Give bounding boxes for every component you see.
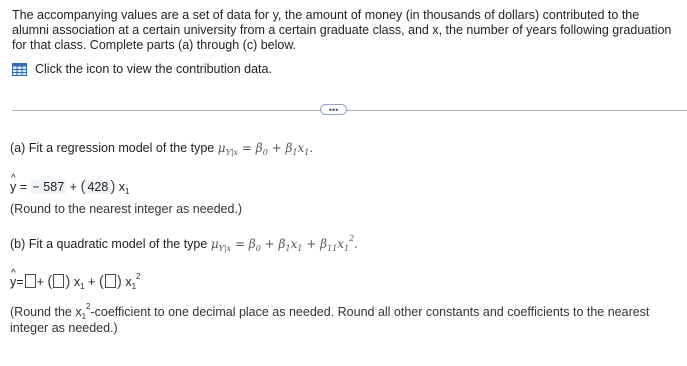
part-a-prompt: (a) Fit a regression model of the type $\mu_{Y|x} = \beta_0 + \beta_1x_1$. xyxy=(10,141,314,157)
x1-term: $x_1$ xyxy=(73,275,85,291)
part-b-note: (Round the $x_1^2$-coefficient to one decimal place as needed. Round all other constants and coefficients to the nearest xyxy=(10,302,650,321)
intercept-answer[interactable]: − 587 xyxy=(32,180,65,194)
part-b-answer: ^ y= + ( ) $x_1$ + ( ) $x_1^2$ xyxy=(10,272,140,291)
part-b-prompt: (b) Fit a quadratic model of the type $\mu_{Y|x} = \beta_0 + \beta_1x_1 + \beta_{11}x_1^2$. xyxy=(10,234,359,253)
question-intro: The accompanying values are a set of data for y, the amount of money (in thousands of dollars) contributed to the alumni association at a certain university from a certain graduate class, and x, the number of years following graduation for that class. Complete parts (a) through (c) below. xyxy=(12,8,672,52)
x1-squared-term: $x_1^2$ xyxy=(125,272,141,291)
part-b-note-continued: integer as needed.) xyxy=(10,321,118,335)
y-hat: ^ y xyxy=(10,180,16,194)
x1-term: $x_1$ xyxy=(118,180,130,196)
section-divider xyxy=(12,110,687,111)
y-hat: ^ y xyxy=(10,275,16,289)
data-link-text[interactable]: Click the icon to view the contribution data. xyxy=(35,62,272,76)
part-a-note: (Round to the nearest integer as needed.) xyxy=(10,202,243,216)
mu-symbol: $\mu_{Y|x} = \beta_0 + \beta_1x_1$. xyxy=(217,141,314,157)
slope-answer[interactable]: 428 xyxy=(87,180,109,194)
mu-symbol: $\mu_{Y|x} = \beta_0 + \beta_1x_1 + \beta_{11}x_1^2$. xyxy=(210,234,359,253)
expand-more-button[interactable]: ••• xyxy=(320,104,347,115)
grid-table-icon[interactable] xyxy=(12,63,27,76)
contribution-data-link[interactable] xyxy=(12,62,272,76)
intercept-input[interactable] xyxy=(25,274,36,288)
part-a-answer: ^ y = − 587 + ( 428 ) $x_1$ xyxy=(10,178,130,196)
quadratic-coefficient-input[interactable] xyxy=(105,274,116,288)
linear-coefficient-input[interactable] xyxy=(53,274,64,288)
